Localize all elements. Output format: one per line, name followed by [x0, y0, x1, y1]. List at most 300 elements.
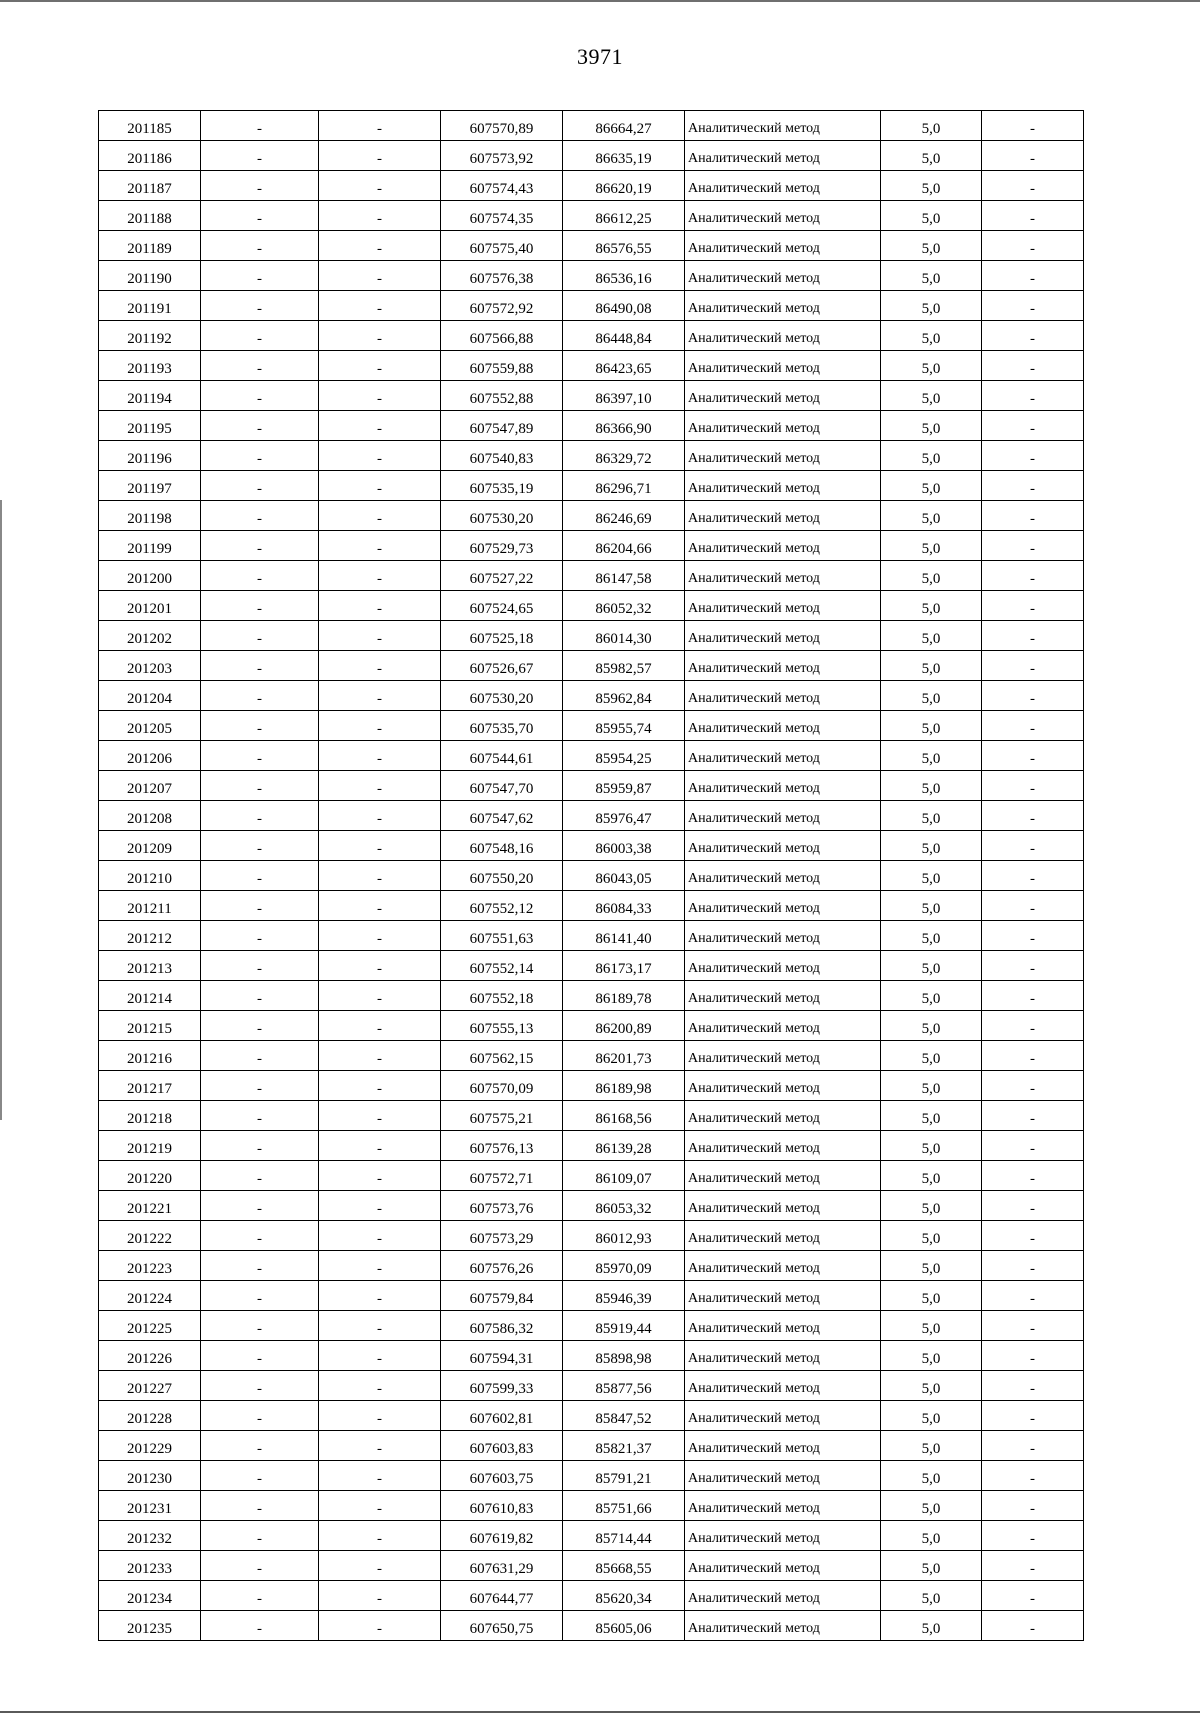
accuracy-cell: 5,0 [881, 561, 982, 591]
table-row [99, 1551, 1084, 1581]
empty-col-2-cell: - [201, 1551, 319, 1581]
y-coordinate-cell: 85954,25 [563, 741, 685, 771]
accuracy-cell: 5,0 [881, 861, 982, 891]
x-coordinate-cell: 607552,12 [441, 891, 563, 921]
method-cell: Аналитический метод [685, 1401, 881, 1431]
x-coordinate-cell: 607566,88 [441, 321, 563, 351]
point-number-cell: 201188 [99, 201, 201, 231]
x-coordinate-cell: 607574,43 [441, 171, 563, 201]
accuracy-cell: 5,0 [881, 1101, 982, 1131]
empty-col-8-cell: - [982, 1131, 1084, 1161]
y-coordinate-cell: 86490,08 [563, 291, 685, 321]
point-number-cell: 201229 [99, 1431, 201, 1461]
x-coordinate-cell: 607547,89 [441, 411, 563, 441]
empty-col-2-cell: - [201, 231, 319, 261]
point-number-cell: 201215 [99, 1011, 201, 1041]
method-cell: Аналитический метод [685, 801, 881, 831]
y-coordinate-cell: 86329,72 [563, 441, 685, 471]
table-row [99, 501, 1084, 531]
scan-border-left [0, 500, 2, 1120]
empty-col-3-cell: - [319, 321, 441, 351]
empty-col-8-cell: - [982, 321, 1084, 351]
method-cell: Аналитический метод [685, 1431, 881, 1461]
accuracy-cell: 5,0 [881, 1461, 982, 1491]
y-coordinate-cell: 85821,37 [563, 1431, 685, 1461]
y-coordinate-cell: 86448,84 [563, 321, 685, 351]
point-number-cell: 201221 [99, 1191, 201, 1221]
empty-col-8-cell: - [982, 381, 1084, 411]
table-body [99, 111, 1084, 1641]
method-cell: Аналитический метод [685, 1161, 881, 1191]
y-coordinate-cell: 86620,19 [563, 171, 685, 201]
y-coordinate-cell: 86246,69 [563, 501, 685, 531]
table-row [99, 201, 1084, 231]
table-row [99, 351, 1084, 381]
empty-col-2-cell: - [201, 381, 319, 411]
accuracy-cell: 5,0 [881, 891, 982, 921]
empty-col-2-cell: - [201, 1521, 319, 1551]
point-number-cell: 201200 [99, 561, 201, 591]
empty-col-2-cell: - [201, 351, 319, 381]
x-coordinate-cell: 607535,19 [441, 471, 563, 501]
accuracy-cell: 5,0 [881, 1281, 982, 1311]
method-cell: Аналитический метод [685, 981, 881, 1011]
table-row [99, 741, 1084, 771]
empty-col-2-cell: - [201, 1071, 319, 1101]
point-number-cell: 201189 [99, 231, 201, 261]
point-number-cell: 201207 [99, 771, 201, 801]
accuracy-cell: 5,0 [881, 1341, 982, 1371]
y-coordinate-cell: 86204,66 [563, 531, 685, 561]
empty-col-3-cell: - [319, 381, 441, 411]
table-row [99, 1521, 1084, 1551]
point-number-cell: 201203 [99, 651, 201, 681]
y-coordinate-cell: 85955,74 [563, 711, 685, 741]
table-row [99, 1011, 1084, 1041]
x-coordinate-cell: 607525,18 [441, 621, 563, 651]
empty-col-2-cell: - [201, 1581, 319, 1611]
accuracy-cell: 5,0 [881, 981, 982, 1011]
point-number-cell: 201194 [99, 381, 201, 411]
empty-col-2-cell: - [201, 1011, 319, 1041]
x-coordinate-cell: 607644,77 [441, 1581, 563, 1611]
empty-col-8-cell: - [982, 861, 1084, 891]
x-coordinate-cell: 607576,26 [441, 1251, 563, 1281]
point-number-cell: 201204 [99, 681, 201, 711]
empty-col-8-cell: - [982, 471, 1084, 501]
accuracy-cell: 5,0 [881, 1011, 982, 1041]
accuracy-cell: 5,0 [881, 951, 982, 981]
x-coordinate-cell: 607579,84 [441, 1281, 563, 1311]
accuracy-cell: 5,0 [881, 231, 982, 261]
y-coordinate-cell: 85877,56 [563, 1371, 685, 1401]
point-number-cell: 201185 [99, 111, 201, 141]
empty-col-8-cell: - [982, 771, 1084, 801]
table-row [99, 861, 1084, 891]
method-cell: Аналитический метод [685, 591, 881, 621]
empty-col-8-cell: - [982, 1461, 1084, 1491]
empty-col-3-cell: - [319, 501, 441, 531]
point-number-cell: 201206 [99, 741, 201, 771]
empty-col-8-cell: - [982, 1371, 1084, 1401]
empty-col-2-cell: - [201, 1101, 319, 1131]
table-row [99, 321, 1084, 351]
empty-col-3-cell: - [319, 1491, 441, 1521]
x-coordinate-cell: 607574,35 [441, 201, 563, 231]
empty-col-3-cell: - [319, 831, 441, 861]
table-row [99, 1581, 1084, 1611]
accuracy-cell: 5,0 [881, 921, 982, 951]
empty-col-2-cell: - [201, 201, 319, 231]
method-cell: Аналитический метод [685, 861, 881, 891]
empty-col-8-cell: - [982, 1221, 1084, 1251]
method-cell: Аналитический метод [685, 951, 881, 981]
x-coordinate-cell: 607550,20 [441, 861, 563, 891]
x-coordinate-cell: 607529,73 [441, 531, 563, 561]
method-cell: Аналитический метод [685, 1341, 881, 1371]
y-coordinate-cell: 86173,17 [563, 951, 685, 981]
x-coordinate-cell: 607570,89 [441, 111, 563, 141]
empty-col-3-cell: - [319, 921, 441, 951]
x-coordinate-cell: 607540,83 [441, 441, 563, 471]
empty-col-3-cell: - [319, 1551, 441, 1581]
accuracy-cell: 5,0 [881, 591, 982, 621]
method-cell: Аналитический метод [685, 381, 881, 411]
empty-col-8-cell: - [982, 531, 1084, 561]
y-coordinate-cell: 85946,39 [563, 1281, 685, 1311]
x-coordinate-cell: 607552,88 [441, 381, 563, 411]
y-coordinate-cell: 86109,07 [563, 1161, 685, 1191]
y-coordinate-cell: 86043,05 [563, 861, 685, 891]
point-number-cell: 201211 [99, 891, 201, 921]
accuracy-cell: 5,0 [881, 1371, 982, 1401]
accuracy-cell: 5,0 [881, 1251, 982, 1281]
empty-col-8-cell: - [982, 1101, 1084, 1131]
empty-col-8-cell: - [982, 111, 1084, 141]
empty-col-3-cell: - [319, 201, 441, 231]
empty-col-8-cell: - [982, 621, 1084, 651]
point-number-cell: 201201 [99, 591, 201, 621]
accuracy-cell: 5,0 [881, 1221, 982, 1251]
method-cell: Аналитический метод [685, 1251, 881, 1281]
method-cell: Аналитический метод [685, 891, 881, 921]
empty-col-2-cell: - [201, 891, 319, 921]
table-row [99, 591, 1084, 621]
scan-border-bottom [0, 1711, 1200, 1713]
x-coordinate-cell: 607594,31 [441, 1341, 563, 1371]
table-row [99, 441, 1084, 471]
empty-col-8-cell: - [982, 711, 1084, 741]
empty-col-8-cell: - [982, 1251, 1084, 1281]
accuracy-cell: 5,0 [881, 1521, 982, 1551]
empty-col-8-cell: - [982, 1491, 1084, 1521]
y-coordinate-cell: 86296,71 [563, 471, 685, 501]
y-coordinate-cell: 86635,19 [563, 141, 685, 171]
method-cell: Аналитический метод [685, 111, 881, 141]
x-coordinate-cell: 607603,83 [441, 1431, 563, 1461]
table-row [99, 1191, 1084, 1221]
accuracy-cell: 5,0 [881, 1311, 982, 1341]
accuracy-cell: 5,0 [881, 741, 982, 771]
empty-col-2-cell: - [201, 141, 319, 171]
method-cell: Аналитический метод [685, 741, 881, 771]
x-coordinate-cell: 607544,61 [441, 741, 563, 771]
empty-col-3-cell: - [319, 981, 441, 1011]
y-coordinate-cell: 85751,66 [563, 1491, 685, 1521]
method-cell: Аналитический метод [685, 321, 881, 351]
empty-col-2-cell: - [201, 1131, 319, 1161]
x-coordinate-cell: 607555,13 [441, 1011, 563, 1041]
y-coordinate-cell: 85898,98 [563, 1341, 685, 1371]
table-row [99, 681, 1084, 711]
empty-col-8-cell: - [982, 231, 1084, 261]
y-coordinate-cell: 86366,90 [563, 411, 685, 441]
table-row [99, 381, 1084, 411]
x-coordinate-cell: 607562,15 [441, 1041, 563, 1071]
point-number-cell: 201196 [99, 441, 201, 471]
empty-col-2-cell: - [201, 1611, 319, 1641]
empty-col-3-cell: - [319, 651, 441, 681]
method-cell: Аналитический метод [685, 1581, 881, 1611]
y-coordinate-cell: 86423,65 [563, 351, 685, 381]
empty-col-3-cell: - [319, 1371, 441, 1401]
point-number-cell: 201231 [99, 1491, 201, 1521]
point-number-cell: 201191 [99, 291, 201, 321]
method-cell: Аналитический метод [685, 261, 881, 291]
x-coordinate-cell: 607575,40 [441, 231, 563, 261]
method-cell: Аналитический метод [685, 681, 881, 711]
empty-col-3-cell: - [319, 1251, 441, 1281]
empty-col-3-cell: - [319, 261, 441, 291]
table-row [99, 171, 1084, 201]
empty-col-3-cell: - [319, 1611, 441, 1641]
empty-col-3-cell: - [319, 771, 441, 801]
x-coordinate-cell: 607576,38 [441, 261, 563, 291]
y-coordinate-cell: 85976,47 [563, 801, 685, 831]
empty-col-3-cell: - [319, 1281, 441, 1311]
empty-col-3-cell: - [319, 1011, 441, 1041]
y-coordinate-cell: 86139,28 [563, 1131, 685, 1161]
empty-col-2-cell: - [201, 1191, 319, 1221]
point-number-cell: 201234 [99, 1581, 201, 1611]
accuracy-cell: 5,0 [881, 1071, 982, 1101]
method-cell: Аналитический метод [685, 291, 881, 321]
empty-col-2-cell: - [201, 711, 319, 741]
method-cell: Аналитический метод [685, 921, 881, 951]
empty-col-2-cell: - [201, 441, 319, 471]
empty-col-8-cell: - [982, 1521, 1084, 1551]
empty-col-3-cell: - [319, 1401, 441, 1431]
table-row [99, 981, 1084, 1011]
empty-col-3-cell: - [319, 1461, 441, 1491]
page-number: 3971 [577, 44, 623, 69]
empty-col-2-cell: - [201, 261, 319, 291]
x-coordinate-cell: 607552,14 [441, 951, 563, 981]
method-cell: Аналитический метод [685, 531, 881, 561]
table-row [99, 1341, 1084, 1371]
method-cell: Аналитический метод [685, 1311, 881, 1341]
method-cell: Аналитический метод [685, 771, 881, 801]
point-number-cell: 201217 [99, 1071, 201, 1101]
empty-col-3-cell: - [319, 1341, 441, 1371]
point-number-cell: 201186 [99, 141, 201, 171]
empty-col-2-cell: - [201, 1221, 319, 1251]
empty-col-3-cell: - [319, 951, 441, 981]
y-coordinate-cell: 86052,32 [563, 591, 685, 621]
y-coordinate-cell: 86053,32 [563, 1191, 685, 1221]
method-cell: Аналитический метод [685, 201, 881, 231]
y-coordinate-cell: 86012,93 [563, 1221, 685, 1251]
method-cell: Аналитический метод [685, 1101, 881, 1131]
y-coordinate-cell: 86612,25 [563, 201, 685, 231]
table-row [99, 1461, 1084, 1491]
accuracy-cell: 5,0 [881, 501, 982, 531]
table-row [99, 1071, 1084, 1101]
point-number-cell: 201193 [99, 351, 201, 381]
empty-col-3-cell: - [319, 171, 441, 201]
x-coordinate-cell: 607572,92 [441, 291, 563, 321]
accuracy-cell: 5,0 [881, 681, 982, 711]
empty-col-8-cell: - [982, 501, 1084, 531]
empty-col-8-cell: - [982, 831, 1084, 861]
accuracy-cell: 5,0 [881, 771, 982, 801]
accuracy-cell: 5,0 [881, 291, 982, 321]
y-coordinate-cell: 86201,73 [563, 1041, 685, 1071]
accuracy-cell: 5,0 [881, 171, 982, 201]
empty-col-8-cell: - [982, 951, 1084, 981]
point-number-cell: 201192 [99, 321, 201, 351]
empty-col-3-cell: - [319, 141, 441, 171]
accuracy-cell: 5,0 [881, 1401, 982, 1431]
empty-col-2-cell: - [201, 1401, 319, 1431]
empty-col-2-cell: - [201, 621, 319, 651]
method-cell: Аналитический метод [685, 1551, 881, 1581]
method-cell: Аналитический метод [685, 1371, 881, 1401]
empty-col-3-cell: - [319, 111, 441, 141]
empty-col-8-cell: - [982, 441, 1084, 471]
empty-col-3-cell: - [319, 1071, 441, 1101]
point-number-cell: 201195 [99, 411, 201, 441]
accuracy-cell: 5,0 [881, 1491, 982, 1521]
empty-col-8-cell: - [982, 1191, 1084, 1221]
empty-col-2-cell: - [201, 411, 319, 441]
empty-col-2-cell: - [201, 771, 319, 801]
empty-col-2-cell: - [201, 831, 319, 861]
table-row [99, 261, 1084, 291]
x-coordinate-cell: 607530,20 [441, 681, 563, 711]
empty-col-3-cell: - [319, 1161, 441, 1191]
empty-col-8-cell: - [982, 1041, 1084, 1071]
empty-col-2-cell: - [201, 531, 319, 561]
y-coordinate-cell: 86576,55 [563, 231, 685, 261]
empty-col-2-cell: - [201, 1281, 319, 1311]
x-coordinate-cell: 607619,82 [441, 1521, 563, 1551]
y-coordinate-cell: 86664,27 [563, 111, 685, 141]
empty-col-8-cell: - [982, 651, 1084, 681]
accuracy-cell: 5,0 [881, 651, 982, 681]
empty-col-2-cell: - [201, 111, 319, 141]
accuracy-cell: 5,0 [881, 141, 982, 171]
accuracy-cell: 5,0 [881, 441, 982, 471]
y-coordinate-cell: 85714,44 [563, 1521, 685, 1551]
empty-col-2-cell: - [201, 1341, 319, 1371]
empty-col-3-cell: - [319, 411, 441, 441]
method-cell: Аналитический метод [685, 561, 881, 591]
empty-col-8-cell: - [982, 891, 1084, 921]
point-number-cell: 201220 [99, 1161, 201, 1191]
empty-col-2-cell: - [201, 471, 319, 501]
y-coordinate-cell: 85847,52 [563, 1401, 685, 1431]
empty-col-8-cell: - [982, 1431, 1084, 1461]
x-coordinate-cell: 607551,63 [441, 921, 563, 951]
table-row [99, 951, 1084, 981]
empty-col-8-cell: - [982, 351, 1084, 381]
table-row [99, 1311, 1084, 1341]
y-coordinate-cell: 86397,10 [563, 381, 685, 411]
y-coordinate-cell: 85668,55 [563, 1551, 685, 1581]
empty-col-3-cell: - [319, 801, 441, 831]
empty-col-2-cell: - [201, 501, 319, 531]
empty-col-8-cell: - [982, 741, 1084, 771]
table-row [99, 291, 1084, 321]
empty-col-8-cell: - [982, 681, 1084, 711]
empty-col-2-cell: - [201, 561, 319, 591]
empty-col-3-cell: - [319, 441, 441, 471]
empty-col-3-cell: - [319, 561, 441, 591]
empty-col-2-cell: - [201, 1431, 319, 1461]
empty-col-3-cell: - [319, 1431, 441, 1461]
y-coordinate-cell: 86014,30 [563, 621, 685, 651]
empty-col-3-cell: - [319, 1191, 441, 1221]
table-row [99, 1101, 1084, 1131]
x-coordinate-cell: 607530,20 [441, 501, 563, 531]
accuracy-cell: 5,0 [881, 621, 982, 651]
table-row [99, 1251, 1084, 1281]
point-number-cell: 201209 [99, 831, 201, 861]
table-row [99, 621, 1084, 651]
accuracy-cell: 5,0 [881, 351, 982, 381]
empty-col-2-cell: - [201, 1251, 319, 1281]
point-number-cell: 201212 [99, 921, 201, 951]
method-cell: Аналитический метод [685, 621, 881, 651]
empty-col-3-cell: - [319, 231, 441, 261]
table-row [99, 231, 1084, 261]
x-coordinate-cell: 607586,32 [441, 1311, 563, 1341]
empty-col-8-cell: - [982, 171, 1084, 201]
point-number-cell: 201225 [99, 1311, 201, 1341]
method-cell: Аналитический метод [685, 1611, 881, 1641]
empty-col-8-cell: - [982, 1311, 1084, 1341]
empty-col-8-cell: - [982, 141, 1084, 171]
method-cell: Аналитический метод [685, 1521, 881, 1551]
empty-col-8-cell: - [982, 201, 1084, 231]
accuracy-cell: 5,0 [881, 381, 982, 411]
accuracy-cell: 5,0 [881, 1551, 982, 1581]
table-row [99, 801, 1084, 831]
method-cell: Аналитический метод [685, 1041, 881, 1071]
point-number-cell: 201222 [99, 1221, 201, 1251]
y-coordinate-cell: 86003,38 [563, 831, 685, 861]
empty-col-2-cell: - [201, 651, 319, 681]
empty-col-2-cell: - [201, 921, 319, 951]
x-coordinate-cell: 607575,21 [441, 1101, 563, 1131]
table-row [99, 471, 1084, 501]
empty-col-8-cell: - [982, 1161, 1084, 1191]
empty-col-8-cell: - [982, 1071, 1084, 1101]
point-number-cell: 201227 [99, 1371, 201, 1401]
empty-col-3-cell: - [319, 1101, 441, 1131]
table-row [99, 1491, 1084, 1521]
